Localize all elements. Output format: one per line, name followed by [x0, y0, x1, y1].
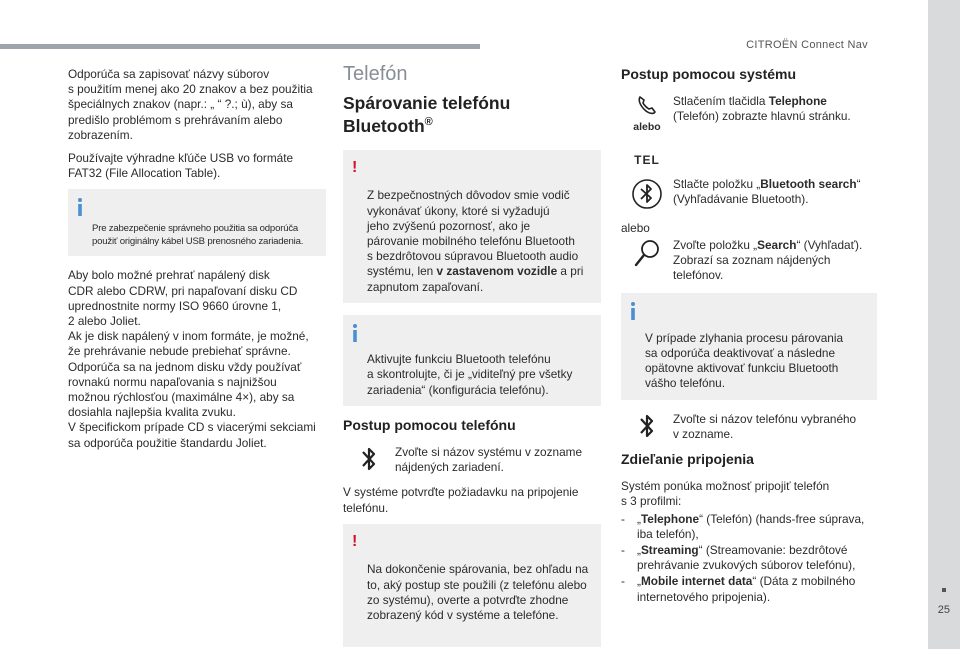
- system-step-1: alebo TEL Stlačením tlačidla Telephone (Telefón) zobrazte hlavnú stránku.: [633, 94, 851, 168]
- profiles-paragraph: Systém ponúka možnosť pripojiť telefón s 3 profilmi:: [621, 479, 830, 509]
- phone-step-1: Zvoľte si názov systému v zozname nájdených zariadení.: [343, 445, 601, 475]
- profiles-list: [621, 512, 877, 605]
- bluetooth-icon: [638, 412, 656, 440]
- column-3: [621, 67, 877, 606]
- page-sidebar: [928, 0, 960, 649]
- system-step-3: Zvoľte položku „Search“ (Vyhľadať). Zobrazí sa zoznam nájdených telefónov.: [621, 238, 877, 284]
- brand-label: CITROËN Connect Nav: [746, 39, 868, 51]
- column-1: [68, 67, 326, 459]
- pairing-code-warning: ! Na dokončenie spárovania, bez ohľadu na to, aký postup ste použili (z telefónu alebo zo systému), overte a potvrďte zhodne zobrazený kód v systéme a telefóne.: [343, 524, 601, 647]
- system-step-4: Zvoľte si názov telefónu vybraného v zozname.: [621, 412, 877, 442]
- search-icon: [632, 238, 662, 270]
- section-title: Telefón: [343, 63, 408, 85]
- phone-handset-icon: [636, 94, 658, 116]
- bluetooth-visibility-info: Aktivujte funkciu Bluetooth telefónu a skontrolujte, či je „viditeľný pre všetky zariadenia“ (konfigurácia telefónu).: [343, 315, 601, 406]
- safety-warning: ! Z bezpečnostných dôvodov smie vodič vykonávať úkony, ktoré si vyžadujú jeho zvýšenú pozornosť, ako je párovanie mobilného telefónu Bluetooth s bezdrôtovou súpravou Bluetooth audio systému, len v zastavenom vozidle a pri zapnutom zapaľovaní.: [343, 150, 601, 303]
- alebo-label: alebo: [621, 220, 650, 235]
- system-step-2: Stlačte položku „Bluetooth search“ (Vyhľadávanie Bluetooth).: [621, 151, 877, 211]
- phone-procedure-heading: Postup pomocou telefónu: [343, 416, 516, 433]
- list-item: - „Streaming“ (Streamovanie: bezdrôtové prehrávanie zvukových súborov telefónu),: [621, 543, 877, 573]
- connection-sharing-heading: Zdieľanie pripojenia: [621, 451, 754, 468]
- usb-cable-info-text: Pre zabezpečenie správneho použitia sa odporúča použiť originálny kábel USB prenosného zariadenia.: [92, 223, 304, 248]
- page-marker: [942, 588, 946, 592]
- pairing-failure-info: V prípade zlyhania procesu párovania sa odporúča deaktivovať a následne opätovne aktivovať funkciu Bluetooth vášho telefónu.: [621, 293, 877, 399]
- warning-icon: !: [352, 532, 358, 550]
- usb-cable-info: [68, 189, 326, 256]
- usb-naming-paragraph: Odporúča sa zapisovať názvy súborov s použitím menej ako 20 znakov a bez použitia špeciálnych znakov (napr.: „ “ ?.; ù), aby sa predišlo problémom s prehrávaním alebo zobrazením.: [68, 67, 313, 142]
- info-icon: [349, 323, 361, 343]
- confirm-paragraph: V systéme potvrďte požiadavku na pripojenie telefónu.: [343, 485, 579, 515]
- tel-label: TEL: [634, 153, 660, 168]
- usb-format-paragraph: Používajte výhradne kľúče USB vo formáte FAT32 (File Allocation Table).: [68, 151, 294, 181]
- page-number: 25: [937, 604, 950, 616]
- bluetooth-search-icon: [630, 177, 664, 211]
- column-2: [343, 63, 601, 659]
- warning-icon: !: [352, 159, 358, 177]
- info-icon: [74, 197, 86, 217]
- cd-burn-paragraph: Aby bolo možné prehrať napálený disk CDR alebo CDRW, pri napaľovaní disku CD uprednostnite normy ISO 9660 úrovne 1, 2 alebo Joliet. Ak je disk napálený v inom formáte, je možné, že prehrávanie nebude prebiehať správne. Odporúča sa na jednom disku vždy používať rovnakú normu napaľovania s najnižšou možnou rýchlosťou (maximálne 4×), aby sa dosiahla najlepšia kvalita zvuku. V špecifickom prípade CD s viacerými sekciami sa odporúča použitie štandardu Joliet.: [68, 268, 316, 450]
- system-procedure-heading: Postup pomocou systému: [621, 66, 797, 82]
- bluetooth-icon: [360, 445, 378, 473]
- list-item: - „Telephone“ (Telefón) (hands-free súprava, iba telefón),: [621, 512, 877, 542]
- list-item: - „Mobile internet data“ (Dáta z mobilného internetového pripojenia).: [621, 574, 877, 604]
- header-rule: [0, 44, 480, 49]
- pairing-heading: Spárovanie telefónu Bluetooth®: [343, 93, 511, 137]
- info-icon: [627, 301, 639, 321]
